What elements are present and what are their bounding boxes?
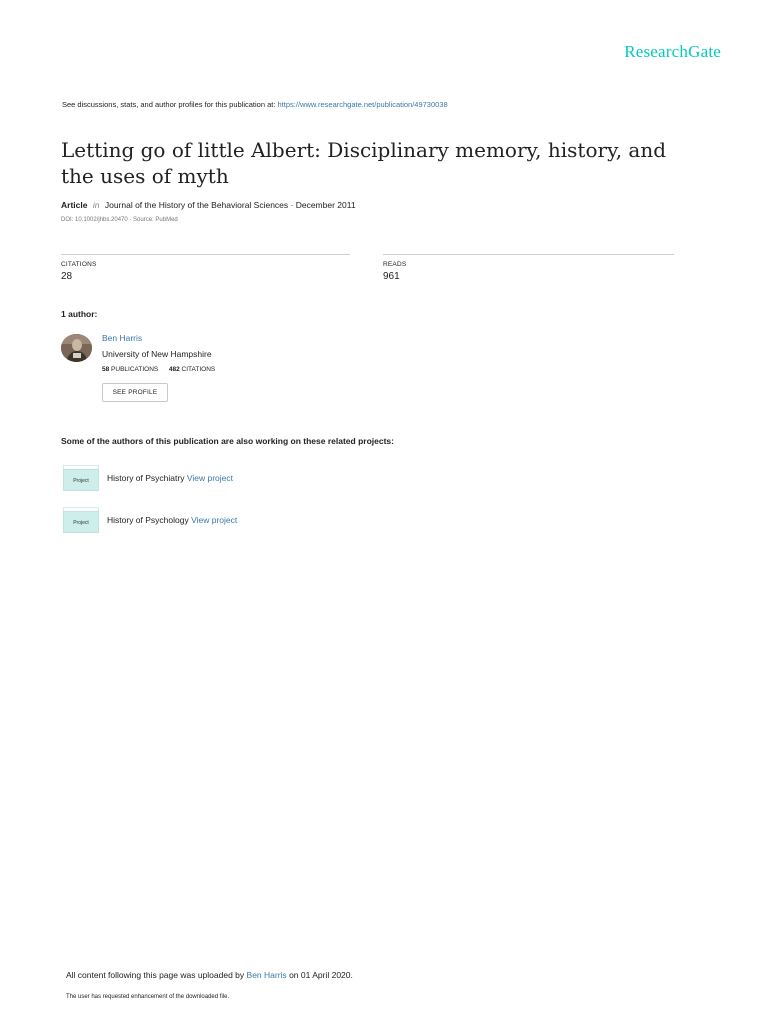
author-affiliation: University of New Hampshire xyxy=(102,349,212,359)
enhancement-note: The user has requested enhancement of the downloaded file. xyxy=(66,994,230,1000)
in-word: in xyxy=(92,200,100,210)
reads-label: READS xyxy=(383,261,407,268)
author-name-link[interactable]: Ben Harris xyxy=(102,333,143,343)
upload-prefix: All content following this page was uploaded by xyxy=(66,970,245,980)
project-folder-label: Project xyxy=(63,469,99,491)
view-project-link[interactable]: View project xyxy=(191,515,238,525)
author-stats xyxy=(102,366,215,373)
upload-notice xyxy=(66,970,353,980)
citations-label: CITATIONS xyxy=(61,261,97,268)
publication-type: Article xyxy=(61,200,88,210)
project-name: History of Psychology xyxy=(107,515,189,525)
author-citations-label: CITATIONS xyxy=(181,366,216,373)
author-publications-label: PUBLICATIONS xyxy=(111,366,159,373)
project-folder-icon xyxy=(63,465,99,491)
authors-heading: 1 author: xyxy=(61,309,98,319)
view-project-link[interactable]: View project xyxy=(186,473,233,483)
publication-url-link[interactable]: https://www.researchgate.net/publication/49730038 xyxy=(277,100,448,109)
author-photo-icon xyxy=(61,334,92,362)
see-discussions-text: See discussions, stats, and author profiles for this publication at: xyxy=(62,100,276,109)
project-text xyxy=(107,473,233,483)
doi-source: DOI: 10.1002/jhbs.20470 · Source: PubMed xyxy=(61,217,178,223)
project-folder-icon xyxy=(63,507,99,533)
see-profile-button[interactable]: SEE PROFILE xyxy=(102,383,168,402)
publication-title: Letting go of little Albert: Disciplinary memory, history, and the uses of myth xyxy=(61,138,667,189)
journal-and-date: Journal of the History of the Behavioral Sciences · December 2011 xyxy=(104,200,356,210)
see-discussions-line xyxy=(62,100,448,109)
project-text xyxy=(107,515,237,525)
reads-stat xyxy=(383,254,674,282)
project-name: History of Psychiatry xyxy=(107,473,185,483)
project-folder-label: Project xyxy=(63,511,99,533)
author-publications-count: 58 xyxy=(102,366,110,373)
uploader-link[interactable]: Ben Harris xyxy=(246,970,287,980)
researchgate-logo[interactable]: ResearchGate xyxy=(624,42,721,61)
publication-meta xyxy=(61,200,356,210)
author-citations-count: 482 xyxy=(168,366,180,373)
avatar[interactable] xyxy=(61,334,92,362)
upload-suffix: on 01 April 2020. xyxy=(289,970,353,980)
reads-value: 961 xyxy=(383,271,400,282)
citations-stat xyxy=(61,254,350,282)
related-projects-heading: Some of the authors of this publication are also working on these related projects: xyxy=(61,436,394,446)
citations-value: 28 xyxy=(61,271,73,282)
